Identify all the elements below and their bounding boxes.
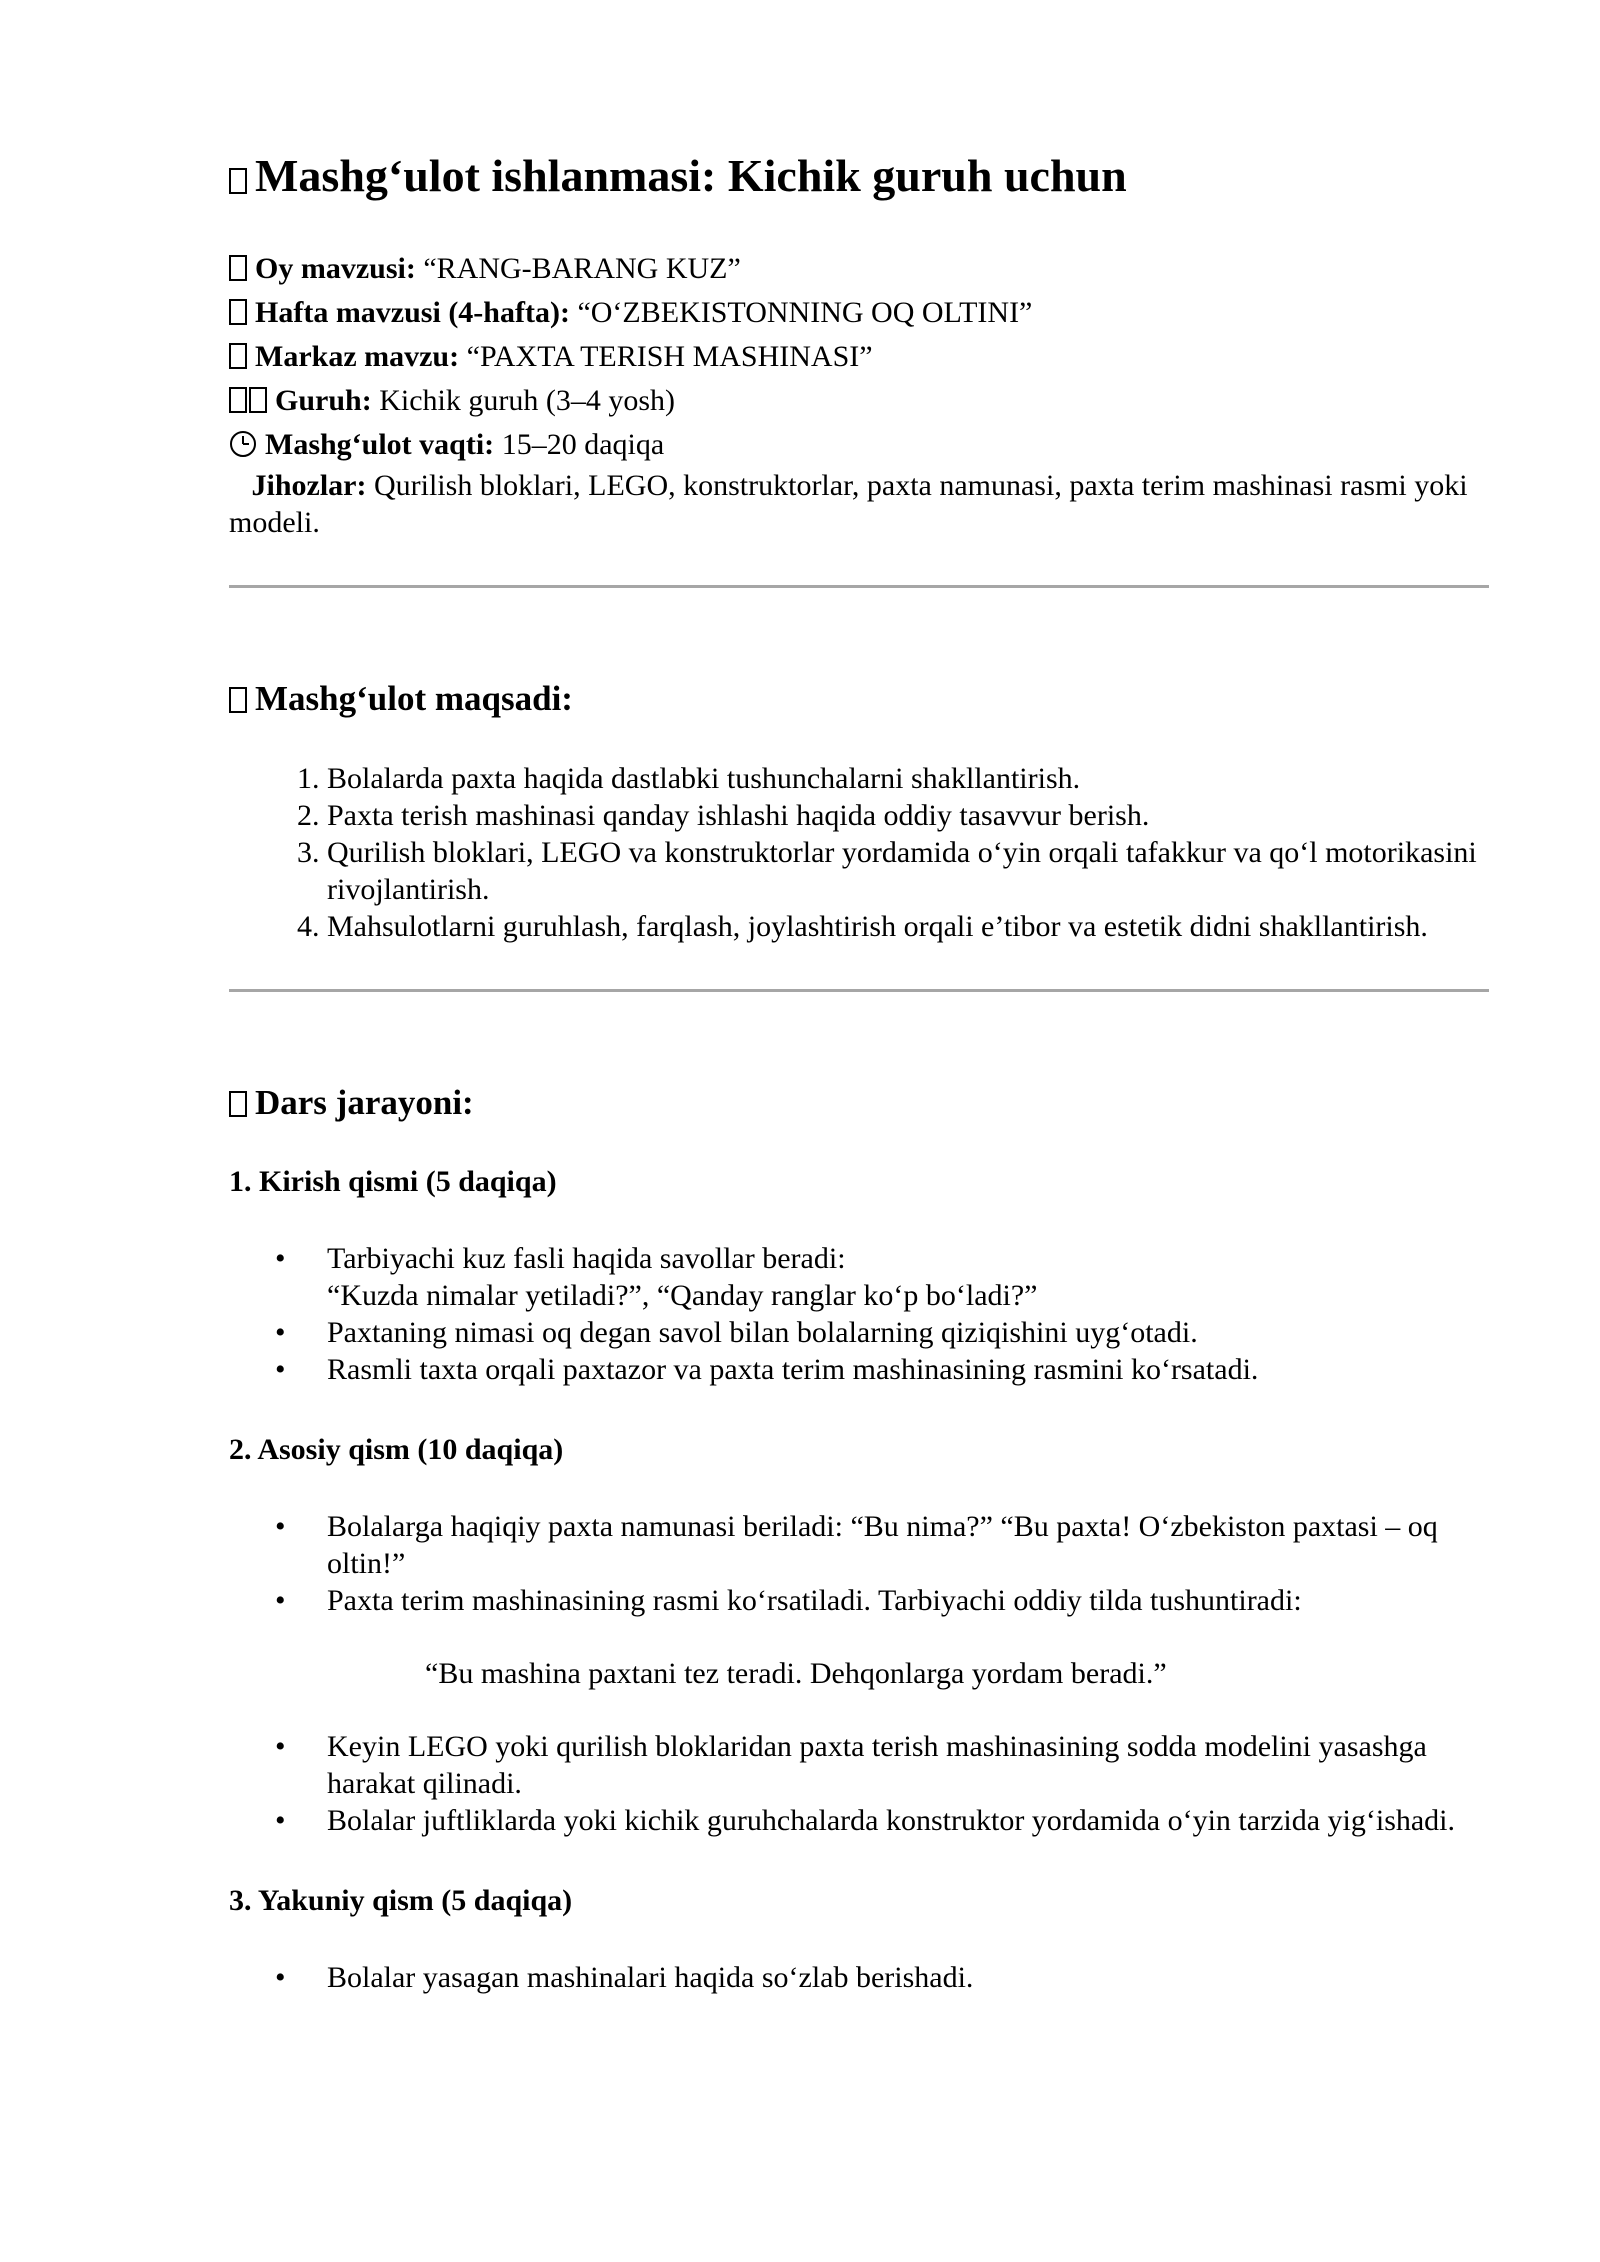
list-item: • Keyin LEGO yoki qurilish bloklaridan paxta terish mashinasining sodda modelini yasashga harakat qilinadi.	[327, 1728, 1489, 1802]
section-heading-maqsad: Mashg‘ulot maqsadi:	[229, 678, 1489, 720]
list-item: • Paxtaning nimasi oq degan savol bilan bolalarning qiziqishini uyg‘otadi.	[327, 1314, 1489, 1351]
yakuniy-list	[229, 1959, 1489, 1996]
missing-glyph-icon	[229, 299, 247, 325]
meta-jihozlar: Jihozlar: Qurilish bloklari, LEGO, konstruktorlar, paxta namunasi, paxta terim mashinasi rasmi yoki modeli.	[229, 468, 1468, 539]
clock-icon	[229, 430, 257, 458]
list-item: • Bolalar yasagan mashinalari haqida so‘zlab berishadi.	[327, 1959, 1489, 1996]
missing-glyph-icon	[229, 387, 247, 413]
list-item: 3. Qurilish bloklari, LEGO va konstruktorlar yordamida o‘yin orqali tafakkur va qo‘l motorikasini rivojlantirish.	[327, 834, 1489, 908]
missing-glyph-icon	[229, 343, 247, 369]
list-item: • Bolalarga haqiqiy paxta namunasi beriladi: “Bu nima?” “Bu paxta! O‘zbekiston paxtasi – oq oltin!”	[327, 1508, 1489, 1582]
quote: “Bu mashina paxtani tez teradi. Dehqonlarga yordam beradi.”	[425, 1656, 1167, 1690]
meta-vaqt: Mashg‘ulot vaqti: 15–20 daqiqa	[229, 423, 1489, 467]
meta-guruh: Guruh: Kichik guruh (3–4 yosh)	[229, 379, 1489, 423]
list-item: 4. Mahsulotlarni guruhlash, farqlash, joylashtirish orqali e’tibor va estetik didni shakllantirish.	[327, 908, 1489, 945]
missing-glyph-icon	[229, 168, 247, 194]
list-item: • Paxta terim mashinasining rasmi ko‘rsatiladi. Tarbiyachi oddiy tilda tushuntiradi:	[327, 1582, 1489, 1619]
document-page	[229, 150, 1489, 1996]
list-item: 2. Paxta terish mashinasi qanday ishlashi haqida oddiy tasavvur berish.	[327, 797, 1489, 834]
list-item: • Bolalar juftliklarda yoki kichik guruhchalarda konstruktor yordamida o‘yin tarzida yig‘ishadi.	[327, 1802, 1489, 1839]
list-item: • Tarbiyachi kuz fasli haqida savollar beradi: “Kuzda nimalar yetiladi?”, “Qanday ranglar ko‘p bo‘ladi?”	[327, 1240, 1489, 1314]
section-heading-jarayon: Dars jarayoni:	[229, 1082, 1489, 1124]
maqsad-list	[229, 760, 1489, 945]
subheading-yakuniy: 3. Yakuniy qism (5 daqiqa)	[229, 1883, 573, 1917]
kirish-list	[229, 1240, 1489, 1388]
list-item: 1. Bolalarda paxta haqida dastlabki tushunchalarni shakllantirish.	[327, 760, 1489, 797]
subheading-kirish: 1. Kirish qismi (5 daqiqa)	[229, 1164, 557, 1198]
divider	[229, 989, 1489, 992]
asosiy-list-cont	[229, 1728, 1489, 1839]
missing-glyph-icon	[229, 1091, 247, 1117]
missing-glyph-icon	[249, 387, 267, 413]
subheading-asosiy: 2. Asosiy qism (10 daqiqa)	[229, 1432, 564, 1466]
missing-glyph-icon	[229, 255, 247, 281]
meta-markaz: Markaz mavzu: “PAXTA TERISH MASHINASI”	[229, 335, 1489, 379]
divider	[229, 585, 1489, 588]
meta-oy: Oy mavzusi: “RANG-BARANG KUZ”	[229, 247, 1489, 291]
asosiy-list	[229, 1508, 1489, 1619]
list-item: • Rasmli taxta orqali paxtazor va paxta terim mashinasining rasmini ko‘rsatadi.	[327, 1351, 1489, 1388]
page-title: Mashg‘ulot ishlanmasi: Kichik guruh uchun	[229, 150, 1489, 203]
missing-glyph-icon	[229, 687, 247, 713]
meta-hafta: Hafta mavzusi (4-hafta): “O‘ZBEKISTONNING OQ OLTINI”	[229, 291, 1489, 335]
